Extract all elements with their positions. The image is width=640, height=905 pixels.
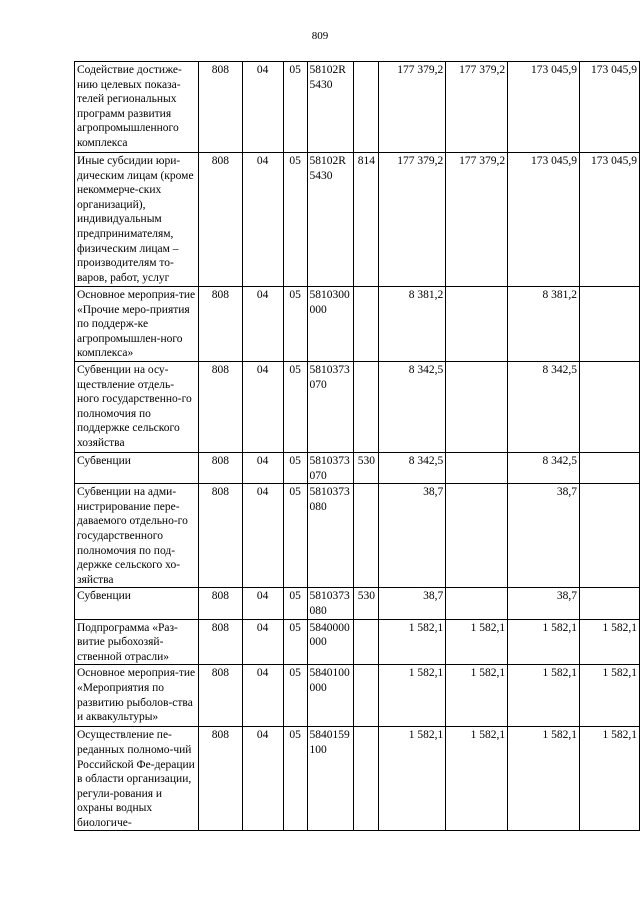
expense-type-code <box>354 287 379 362</box>
amount-1: 1 582,1 <box>379 665 446 727</box>
row-name: Субвенции на осу-ществление отдель-ного государственно-го полномочия по поддержке сельского хозяйства <box>75 362 199 453</box>
row-name: Субвенции <box>75 588 199 619</box>
expense-type-code <box>354 484 379 588</box>
ministry-code: 808 <box>198 287 242 362</box>
expense-type-code: 814 <box>354 153 379 287</box>
subsection-code: 05 <box>283 287 307 362</box>
subsection-code: 05 <box>283 619 307 665</box>
subsection-code: 05 <box>283 62 307 153</box>
amount-1: 1 582,1 <box>379 727 446 831</box>
amount-2: 177 379,2 <box>446 153 508 287</box>
amount-3: 1 582,1 <box>508 619 580 665</box>
section-code: 04 <box>242 287 283 362</box>
target-article-code: 5810373070 <box>307 453 354 484</box>
amount-3: 173 045,9 <box>508 153 580 287</box>
ministry-code: 808 <box>198 665 242 727</box>
expense-type-code <box>354 362 379 453</box>
ministry-code: 808 <box>198 453 242 484</box>
amount-3: 1 582,1 <box>508 727 580 831</box>
subsection-code: 05 <box>283 362 307 453</box>
target-article-code: 58102R5430 <box>307 62 354 153</box>
target-article-code: 5840159100 <box>307 727 354 831</box>
section-code: 04 <box>242 362 283 453</box>
expense-type-code <box>354 619 379 665</box>
table-row <box>75 727 640 831</box>
amount-3: 8 342,5 <box>508 453 580 484</box>
amount-3: 173 045,9 <box>508 62 580 153</box>
section-code: 04 <box>242 153 283 287</box>
amount-3: 8 381,2 <box>508 287 580 362</box>
amount-1: 177 379,2 <box>379 153 446 287</box>
expense-type-code: 530 <box>354 588 379 619</box>
table-row <box>75 619 640 665</box>
table-row <box>75 588 640 619</box>
ministry-code: 808 <box>198 588 242 619</box>
subsection-code: 05 <box>283 453 307 484</box>
table-row <box>75 62 640 153</box>
expense-type-code: 530 <box>354 453 379 484</box>
section-code: 04 <box>242 484 283 588</box>
subsection-code: 05 <box>283 484 307 588</box>
subsection-code: 05 <box>283 153 307 287</box>
amount-2 <box>446 453 508 484</box>
ministry-code: 808 <box>198 484 242 588</box>
target-article-code: 5810373080 <box>307 588 354 619</box>
amount-4 <box>579 287 639 362</box>
amount-4: 173 045,9 <box>579 153 639 287</box>
amount-2 <box>446 287 508 362</box>
amount-2: 1 582,1 <box>446 727 508 831</box>
row-name: Содействие достиже-нию целевых показа-телей региональных программ развития агропромышленного комплекса <box>75 62 199 153</box>
target-article-code: 5810373080 <box>307 484 354 588</box>
section-code: 04 <box>242 588 283 619</box>
subsection-code: 05 <box>283 665 307 727</box>
ministry-code: 808 <box>198 727 242 831</box>
ministry-code: 808 <box>198 362 242 453</box>
target-article-code: 5840100000 <box>307 665 354 727</box>
row-name: Субвенции на адми-нистрирование пере-даваемого отдельно-го государственного полномочия по под-держке сельского хо-зяйства <box>75 484 199 588</box>
amount-2 <box>446 588 508 619</box>
amount-4 <box>579 362 639 453</box>
amount-4: 173 045,9 <box>579 62 639 153</box>
row-name: Основное мероприя-тие «Прочие меро-приятия по поддерж-ке агропромышлен-ного комплекса» <box>75 287 199 362</box>
page-number: 809 <box>311 30 329 42</box>
row-name: Субвенции <box>75 453 199 484</box>
section-code: 04 <box>242 619 283 665</box>
budget-table <box>74 61 640 831</box>
amount-3: 38,7 <box>508 484 580 588</box>
amount-1: 1 582,1 <box>379 619 446 665</box>
section-code: 04 <box>242 727 283 831</box>
amount-2: 1 582,1 <box>446 619 508 665</box>
amount-2: 177 379,2 <box>446 62 508 153</box>
amount-1: 38,7 <box>379 588 446 619</box>
ministry-code: 808 <box>198 62 242 153</box>
amount-4: 1 582,1 <box>579 665 639 727</box>
expense-type-code <box>354 727 379 831</box>
amount-2 <box>446 362 508 453</box>
section-code: 04 <box>242 665 283 727</box>
amount-1: 8 381,2 <box>379 287 446 362</box>
amount-1: 8 342,5 <box>379 362 446 453</box>
table-row <box>75 453 640 484</box>
table-row <box>75 484 640 588</box>
target-article-code: 5810373070 <box>307 362 354 453</box>
ministry-code: 808 <box>198 619 242 665</box>
expense-type-code <box>354 665 379 727</box>
amount-4: 1 582,1 <box>579 619 639 665</box>
section-code: 04 <box>242 453 283 484</box>
amount-4: 1 582,1 <box>579 727 639 831</box>
target-article-code: 58102R5430 <box>307 153 354 287</box>
amount-2: 1 582,1 <box>446 665 508 727</box>
row-name: Подпрограмма «Раз-витие рыбохозяй-ственной отрасли» <box>75 619 199 665</box>
row-name: Основное мероприя-тие «Мероприятия по развитию рыболов-ства и аквакультуры» <box>75 665 199 727</box>
amount-1: 38,7 <box>379 484 446 588</box>
expense-type-code <box>354 62 379 153</box>
amount-4 <box>579 588 639 619</box>
amount-4 <box>579 484 639 588</box>
table-row <box>75 362 640 453</box>
amount-3: 1 582,1 <box>508 665 580 727</box>
row-name: Осуществление пе-реданных полномо-чий Российской Фе-дерации в области организации, регули-рования и охраны водных биологиче- <box>75 727 199 831</box>
section-code: 04 <box>242 62 283 153</box>
amount-1: 8 342,5 <box>379 453 446 484</box>
table-row <box>75 287 640 362</box>
amount-2 <box>446 484 508 588</box>
amount-3: 8 342,5 <box>508 362 580 453</box>
amount-3: 38,7 <box>508 588 580 619</box>
amount-4 <box>579 453 639 484</box>
table-row <box>75 665 640 727</box>
amount-1: 177 379,2 <box>379 62 446 153</box>
subsection-code: 05 <box>283 727 307 831</box>
target-article-code: 5840000000 <box>307 619 354 665</box>
subsection-code: 05 <box>283 588 307 619</box>
target-article-code: 5810300000 <box>307 287 354 362</box>
ministry-code: 808 <box>198 153 242 287</box>
table-row <box>75 153 640 287</box>
row-name: Иные субсидии юри-дическим лицам (кроме некоммерче-ских организаций), индивидуальным предпринимателям, физическим лицам – производителям то-варов, работ, услуг <box>75 153 199 287</box>
